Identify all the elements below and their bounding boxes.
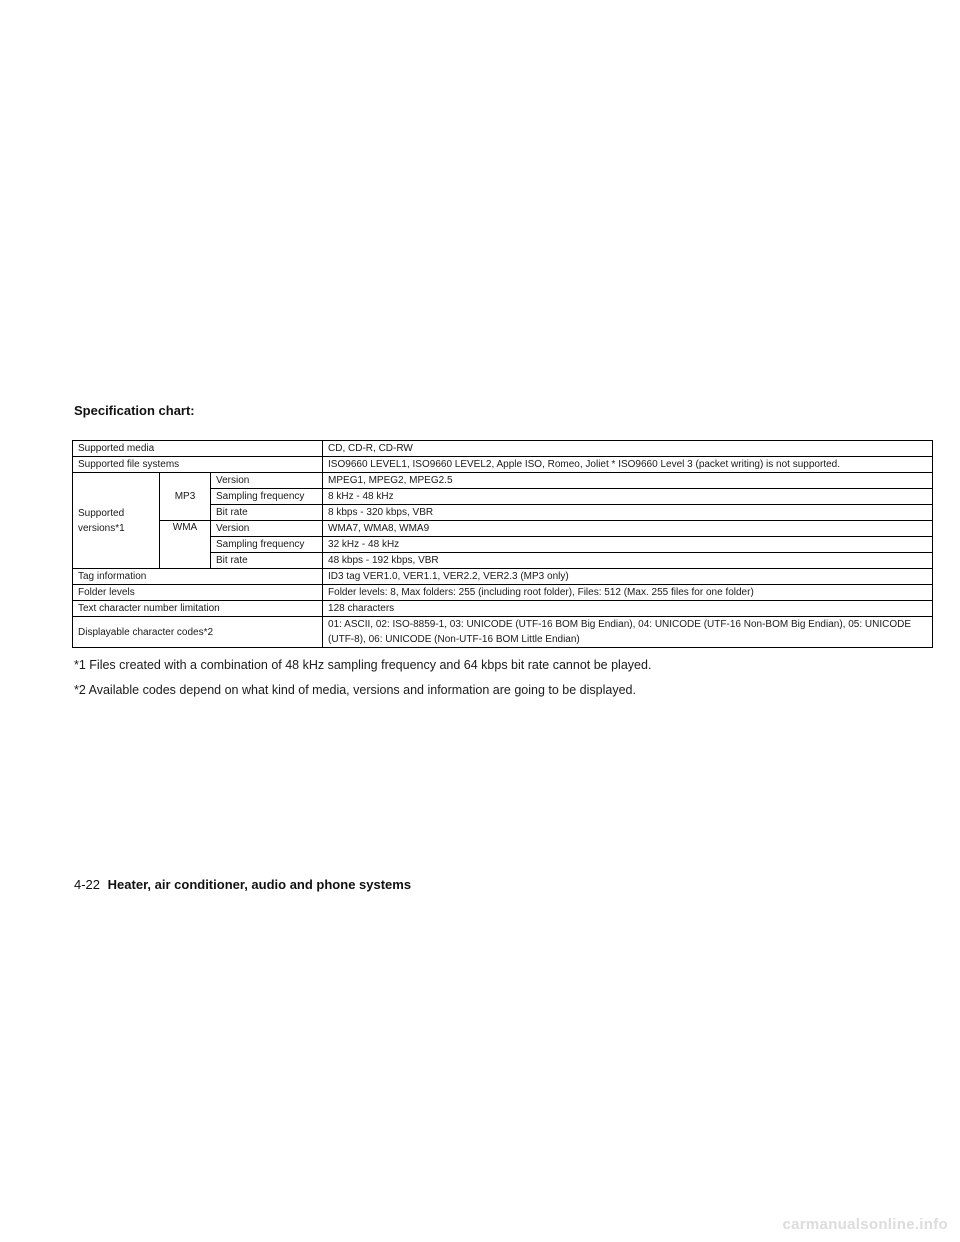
page-footer — [74, 877, 411, 892]
page-number: 4-22 — [74, 877, 101, 892]
row-value: 48 kbps - 192 kbps, VBR — [323, 553, 933, 569]
row-value: 01: ASCII, 02: ISO-8859-1, 03: UNICODE (UTF-16 BOM Big Endian), 04: UNICODE (UTF-16 Non-BOM Big Endian), 05: UNICODE (UTF-8), 06: UNICODE (Non-UTF-16 BOM Little Endian) — [323, 617, 933, 648]
table-row — [73, 457, 933, 473]
watermark: carmanualsonline.info — [782, 1216, 948, 1233]
row-label: Bit rate — [211, 553, 323, 569]
row-value: WMA7, WMA8, WMA9 — [323, 521, 933, 537]
row-label: Version — [211, 521, 323, 537]
row-value: 8 kHz - 48 kHz — [323, 489, 933, 505]
row-label: Folder levels — [73, 585, 323, 601]
table-row — [73, 441, 933, 457]
row-label: Tag information — [73, 569, 323, 585]
row-label: Supported media — [73, 441, 323, 457]
row-value: CD, CD-R, CD-RW — [323, 441, 933, 457]
row-label: Sampling frequency — [211, 489, 323, 505]
table-row — [73, 473, 933, 489]
row-value: ID3 tag VER1.0, VER1.1, VER2.2, VER2.3 (MP3 only) — [323, 569, 933, 585]
section-heading: Specification chart: — [74, 403, 195, 418]
row-label: Supported file systems — [73, 457, 323, 473]
row-value: Folder levels: 8, Max folders: 255 (including root folder), Files: 512 (Max. 255 files for one folder) — [323, 585, 933, 601]
row-label: Version — [211, 473, 323, 489]
row-value: MPEG1, MPEG2, MPEG2.5 — [323, 473, 933, 489]
table-row — [73, 569, 933, 585]
row-value: 128 characters — [323, 601, 933, 617]
table-row — [73, 617, 933, 648]
specification-table — [72, 440, 933, 648]
row-value: ISO9660 LEVEL1, ISO9660 LEVEL2, Apple ISO, Romeo, Joliet * ISO9660 Level 3 (packet writing) is not supported. — [323, 457, 933, 473]
table-row — [73, 601, 933, 617]
row-label: Bit rate — [211, 505, 323, 521]
row-label: Displayable character codes*2 — [73, 617, 323, 648]
versions-label: Supported versions*1 — [73, 473, 160, 569]
row-label: Sampling frequency — [211, 537, 323, 553]
footnote-1: *1 Files created with a combination of 48 kHz sampling frequency and 64 kbps bit rate cannot be played. — [74, 658, 652, 672]
mp3-label: MP3 — [160, 473, 211, 521]
footnote-2: *2 Available codes depend on what kind of media, versions and information are going to be displayed. — [74, 683, 636, 697]
row-value: 32 kHz - 48 kHz — [323, 537, 933, 553]
section-title: Heater, air conditioner, audio and phone systems — [107, 877, 412, 892]
row-label: Text character number limitation — [73, 601, 323, 617]
table-row — [73, 521, 933, 537]
table-row — [73, 585, 933, 601]
row-value: 8 kbps - 320 kbps, VBR — [323, 505, 933, 521]
wma-label: WMA — [160, 521, 211, 569]
